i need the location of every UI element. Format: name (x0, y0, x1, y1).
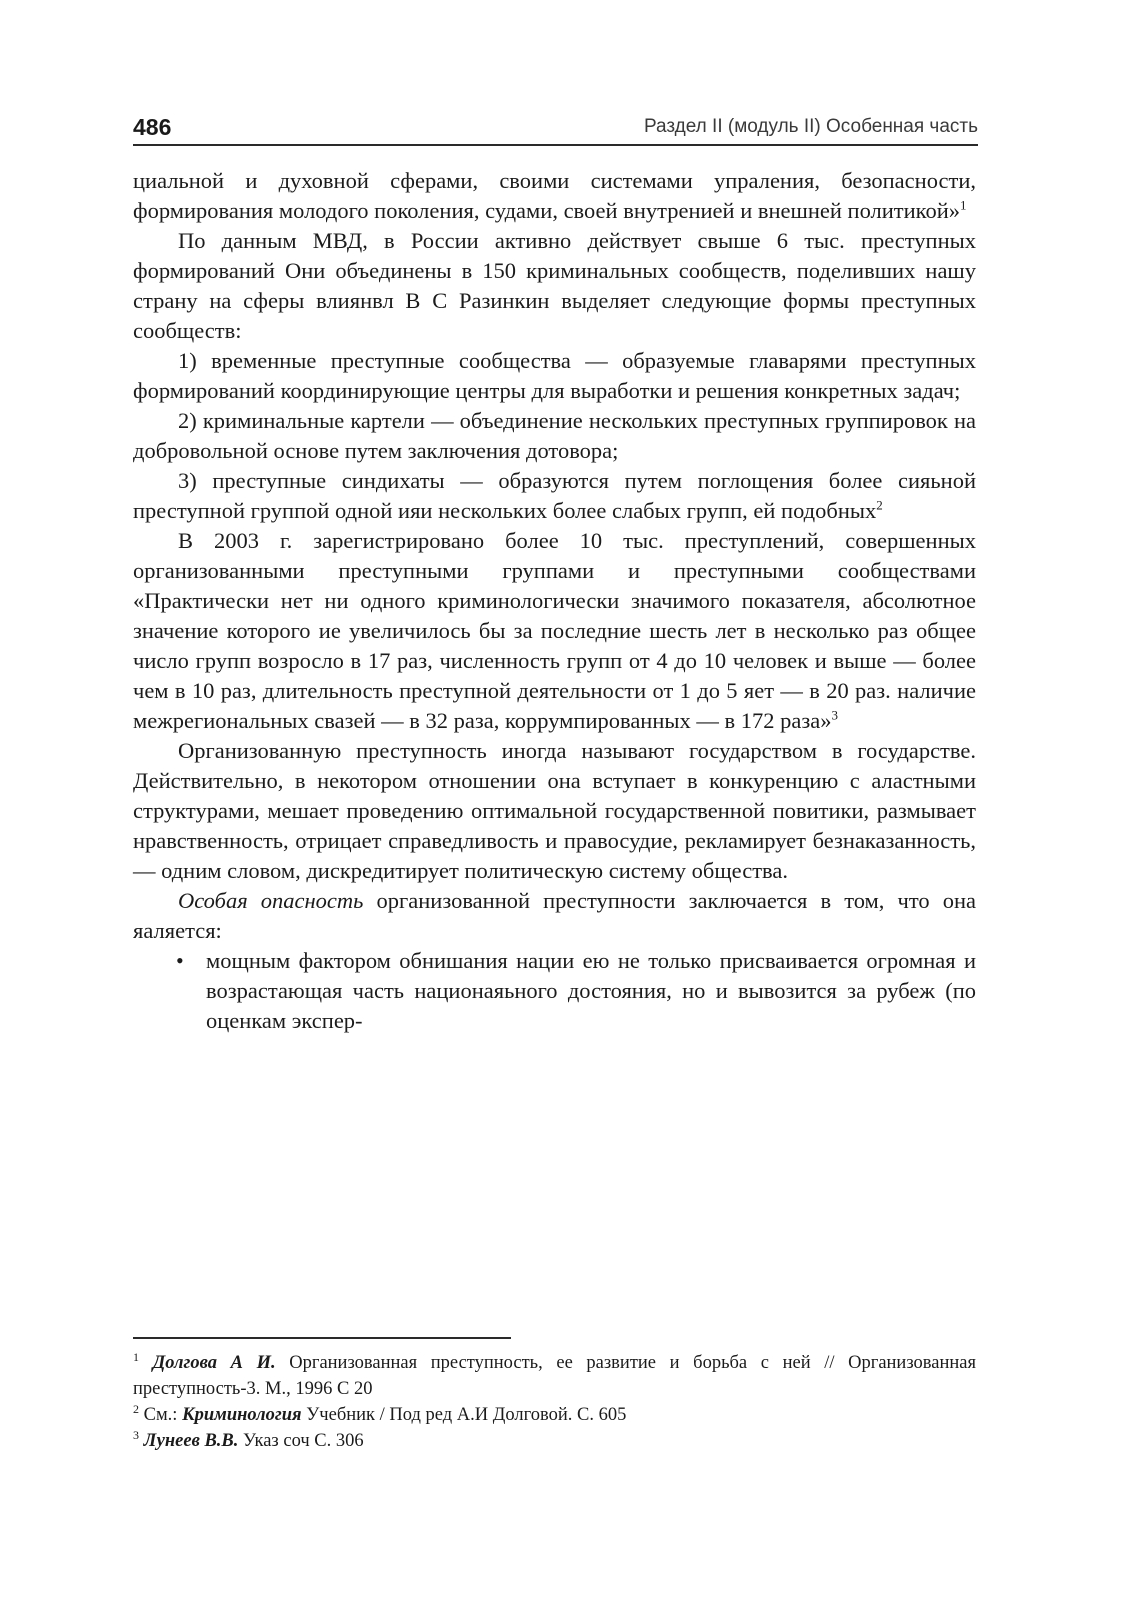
footnote-divider (133, 1337, 511, 1339)
paragraph (133, 466, 976, 526)
footnote-ref: 1 (960, 197, 967, 213)
list-item (133, 946, 976, 1036)
paragraph: 2) криминальные картели — объединение нескольких преступных группировок на добровольной основе путем заключения дотовора; (133, 408, 976, 463)
paragraph (133, 886, 976, 946)
page-header (133, 110, 978, 146)
footnote-number: 2 (133, 1401, 139, 1416)
paragraph-text: 3) преступные синдихаты — образуются путем поглощения более сияьной преступной группой одной ияи нескольких более слабых групп, ей подобных (133, 468, 976, 523)
paragraph-text: циальной и духовной сферами, своими системами упраления, безопасности, формирования молодого поколения, судами, своей внутренией и внешней политикой» (133, 168, 976, 223)
footnote-number: 1 (133, 1349, 139, 1364)
footnote-prefix: См.: (143, 1405, 178, 1425)
paragraph-text: организованной преступности заключается в том, что она яаляется: (133, 888, 977, 943)
paragraph: Организованную преступность иногда называют государством в государстве. Действительно, в некотором отношении она вступает в конкуренцию с аластными структурами, мешает проведению оптимальной государственной повитики, размывает нравственность, отрицает справедливость и правосудие, рекламирует безнаказанность, — одним словом, дискредитирует политическую систему общества. (133, 738, 976, 883)
footnote (133, 1350, 976, 1402)
paragraph-text: В 2003 г. зарегистрировано более 10 тыс. преступлений, совершенных организованными преступными группами и преступными сообществами «Практически нет ни одного криминологически значимого показателя, абсолютное значение которого ие увеличилось бы за последние шесть лет в несколько раз общее число групп возросло в 17 раз, численность групп от 4 до 10 человек и выше — более чем в 10 раз, длительность преступной деятельности от 1 до 5 яет — в 20 раз. наличие межрегиональных свазей — в 32 раза, коррумпированных — в 172 раза» (133, 528, 976, 733)
footnote (133, 1402, 976, 1428)
paragraph (133, 526, 976, 736)
footnote-author: Лунеев В.В. (143, 1431, 239, 1451)
paragraph: 1) временные преступные сообщества — образуемые главарями преступных формирований координирующие центры для выработки и решения конкретных задач; (133, 348, 976, 403)
footnote-author: Долгова А И. (152, 1353, 276, 1373)
footnote-text: Указ соч С. 306 (243, 1431, 364, 1451)
running-title: Раздел II (модуль II) Особенная часть (643, 116, 978, 137)
main-text (133, 166, 976, 1036)
footnote-number: 3 (133, 1427, 139, 1442)
paragraph: По данным МВД, в России активно действует свыше 6 тыс. преступных формирований Они объединены в 150 криминальных сообществ, поделивших нашу страну на сферы влиянвл В С Разинкин выделяет следующие формы преступных сообществ: (133, 228, 976, 343)
footnote-ref: 2 (876, 497, 883, 513)
footnote-text: Учебник / Под ред А.И Долговой. С. 605 (306, 1405, 627, 1425)
footnotes (133, 1350, 976, 1454)
paragraph (133, 166, 976, 226)
footnote (133, 1428, 976, 1454)
footnote-author: Криминология (182, 1405, 302, 1425)
emphasis-text: Особая опасность (178, 888, 364, 913)
footnote-text: Организованная преступность, ее развитие и борьба с ней // Организованная преступность-3. М., 1996 С 20 (133, 1353, 977, 1399)
page-number: 486 (133, 114, 172, 140)
bullet-list (133, 946, 976, 1036)
footnote-ref: 3 (831, 707, 838, 723)
list-item-text: мощным фактором обнишания нации ею не только присваивается огромная и возрастающая часть национаяьного достояния, но и вывозится за рубеж (по оценкам экспер- (206, 948, 976, 1033)
bullet-icon: • (176, 948, 184, 973)
